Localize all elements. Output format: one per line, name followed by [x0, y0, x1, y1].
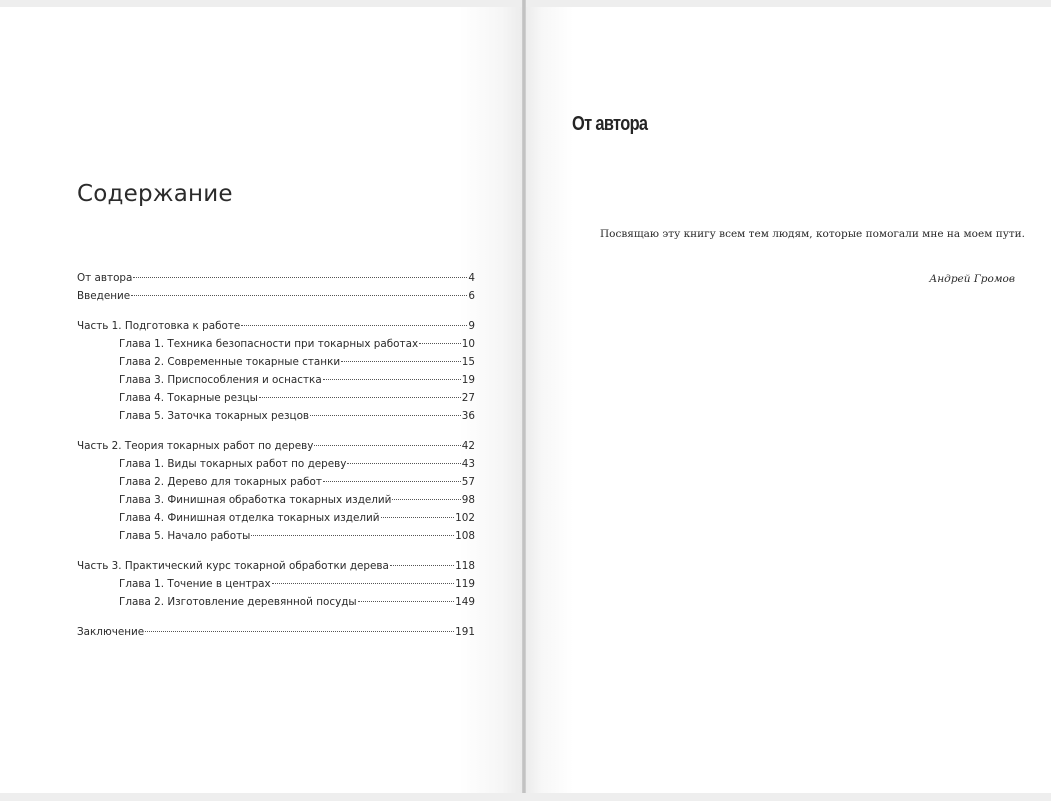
- toc-dot-leader: [390, 565, 454, 566]
- toc-dot-leader: [419, 343, 461, 344]
- toc-page-number: 118: [455, 560, 475, 572]
- toc-page-number: 36: [461, 410, 475, 422]
- toc-part-entry: [77, 557, 475, 575]
- toc-entry-label: Глава 2. Изготовление деревянной посуды: [119, 596, 357, 608]
- toc-page-number: 10: [461, 338, 475, 350]
- author-signature: Андрей Громов: [929, 273, 1015, 285]
- toc-entry-label: Часть 2. Теория токарных работ по дереву: [77, 440, 314, 452]
- toc-chapter-entry: [77, 509, 475, 527]
- toc-page-number: 42: [461, 440, 475, 452]
- toc-dot-leader: [341, 361, 461, 362]
- toc-dot-leader: [310, 415, 461, 416]
- contents-title: Содержание: [77, 181, 233, 207]
- toc-chapter-entry: [77, 455, 475, 473]
- toc-page-number: 15: [461, 356, 475, 368]
- toc-chapter-entry: [77, 473, 475, 491]
- toc-dot-leader: [251, 535, 454, 536]
- table-of-contents: [77, 269, 475, 641]
- toc-dot-leader: [241, 325, 467, 326]
- toc-page-number: 9: [468, 320, 475, 332]
- toc-entry-label: Глава 5. Начало работы: [119, 530, 251, 542]
- toc-entry-label: Глава 3. Финишная обработка токарных изделий: [119, 494, 392, 506]
- toc-chapter-entry: [77, 575, 475, 593]
- toc-entry-label: От автора: [77, 272, 133, 284]
- dedication-text: Посвящаю эту книгу всем тем людям, которые помогали мне на моем пути.: [600, 228, 1026, 240]
- toc-part-entry: [77, 269, 475, 287]
- toc-dot-leader: [381, 517, 455, 518]
- toc-page-number: 6: [468, 290, 475, 302]
- toc-entry-label: Глава 5. Заточка токарных резцов: [119, 410, 310, 422]
- toc-entry-label: Заключение: [77, 626, 145, 638]
- toc-page-number: 57: [461, 476, 475, 488]
- toc-dot-leader: [323, 379, 461, 380]
- toc-entry-label: Введение: [77, 290, 131, 302]
- toc-dot-leader: [259, 397, 461, 398]
- toc-dot-leader: [272, 583, 454, 584]
- toc-part-entry: [77, 287, 475, 305]
- toc-chapter-entry: [77, 353, 475, 371]
- toc-dot-leader: [392, 499, 460, 500]
- toc-entry-label: Глава 4. Токарные резцы: [119, 392, 258, 404]
- toc-page-number: 149: [455, 596, 475, 608]
- toc-page-number: 43: [461, 458, 475, 470]
- toc-dot-leader: [314, 445, 460, 446]
- toc-page-number: 119: [455, 578, 475, 590]
- toc-part-entry: [77, 317, 475, 335]
- toc-page-number: 4: [468, 272, 475, 284]
- toc-page-number: 98: [461, 494, 475, 506]
- toc-entry-label: Глава 1. Техника безопасности при токарных работах: [119, 338, 419, 350]
- toc-entry-label: Глава 2. Дерево для токарных работ: [119, 476, 322, 488]
- toc-part-entry: [77, 437, 475, 455]
- toc-dot-leader: [133, 277, 467, 278]
- toc-dot-leader: [131, 295, 467, 296]
- toc-chapter-entry: [77, 335, 475, 353]
- toc-chapter-entry: [77, 389, 475, 407]
- toc-entry-label: Глава 1. Точение в центрах: [119, 578, 271, 590]
- toc-chapter-entry: [77, 407, 475, 425]
- right-page-author: [526, 7, 1051, 793]
- toc-page-number: 27: [461, 392, 475, 404]
- toc-page-number: 191: [455, 626, 475, 638]
- toc-entry-label: Глава 4. Финишная отделка токарных изделий: [119, 512, 380, 524]
- toc-part-entry: [77, 623, 475, 641]
- toc-entry-label: Глава 2. Современные токарные станки: [119, 356, 341, 368]
- toc-page-number: 102: [455, 512, 475, 524]
- toc-chapter-entry: [77, 491, 475, 509]
- viewer-bottom-strip: [0, 793, 1051, 801]
- toc-entry-label: Глава 1. Виды токарных работ по дереву: [119, 458, 347, 470]
- toc-dot-leader: [323, 481, 461, 482]
- toc-page-number: 108: [455, 530, 475, 542]
- toc-page-number: 19: [461, 374, 475, 386]
- toc-chapter-entry: [77, 527, 475, 545]
- toc-entry-label: Часть 3. Практический курс токарной обработки дерева: [77, 560, 389, 572]
- left-page-contents: [0, 7, 522, 793]
- author-section-title: От автора: [572, 113, 648, 135]
- toc-chapter-entry: [77, 593, 475, 611]
- toc-dot-leader: [145, 631, 454, 632]
- toc-chapter-entry: [77, 371, 475, 389]
- toc-entry-label: Глава 3. Приспособления и оснастка: [119, 374, 322, 386]
- toc-entry-label: Часть 1. Подготовка к работе: [77, 320, 241, 332]
- toc-dot-leader: [358, 601, 455, 602]
- toc-dot-leader: [347, 463, 460, 464]
